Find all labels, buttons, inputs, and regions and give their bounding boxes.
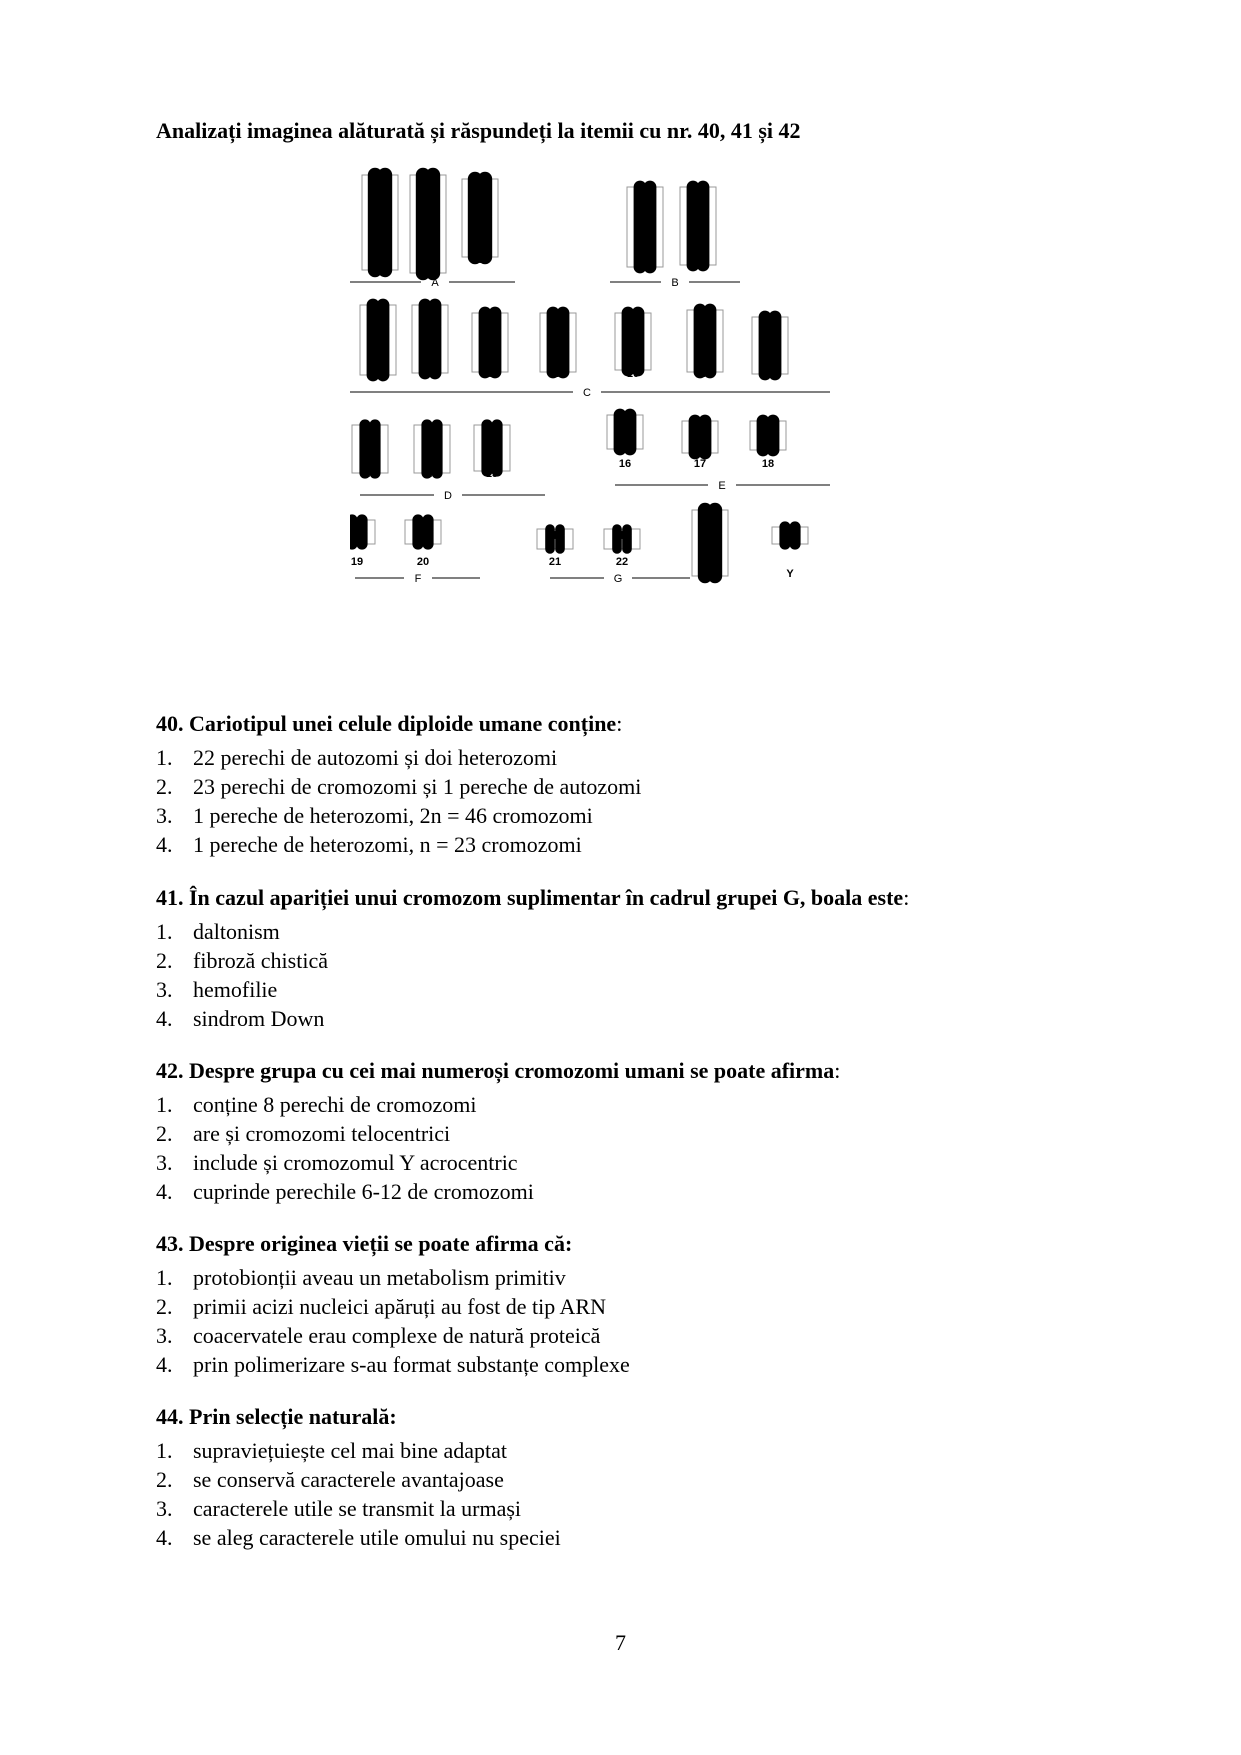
question-41: 41. În cazul apariției unui cromozom suplimentar în cadrul grupei G, boala este: 1. daltonism 2. fibroză chistică 3. hemofilie 4. sindrom Down xyxy=(156,884,1156,1033)
chromosome-18 xyxy=(750,421,786,470)
group-b-label xyxy=(610,277,740,289)
page-number: 7 xyxy=(615,1630,626,1655)
chromosome-12 xyxy=(752,317,788,380)
question-40: 40. Cariotipul unei celule diploide umane conține: 1. 22 perechi de autozomi și doi heterozomi 2. 23 perechi de cromozomi și 1 pereche de autozomi 3. 1 pereche de heterozomi, 2n = 46 cromozomi 4. 1 pereche de heterozomi, n = 23 cromozomi xyxy=(156,710,1156,859)
chromosome-14 xyxy=(414,425,450,480)
chromosome-label: 13 xyxy=(363,468,377,480)
chromosome-5 xyxy=(680,187,716,266)
chromosome-y xyxy=(772,527,808,580)
question-43 xyxy=(156,1230,1156,1379)
chromosome-label: 1 xyxy=(376,254,384,266)
chromosome-label: 22 xyxy=(615,556,629,568)
chromosome-9 xyxy=(540,313,576,380)
chromosome-x xyxy=(692,510,728,580)
chromosome-2 xyxy=(410,175,446,273)
chromosome-17 xyxy=(682,421,718,470)
group-a-label xyxy=(350,277,515,289)
question-title: 43. xyxy=(156,1231,184,1256)
chromosome-label: 7 xyxy=(426,368,434,380)
option: 4. cuprinde perechile 6-12 de cromozomi xyxy=(156,1179,534,1204)
option: 1. conține 8 perechi de cromozomi xyxy=(156,1092,477,1117)
chromosome-label: 14 xyxy=(425,468,439,480)
question-text: Despre originea vieții se poate afirma că: xyxy=(189,1231,573,1256)
group-g-label xyxy=(550,573,690,585)
question-text: Cariotipul unei celule diploide umane conține xyxy=(189,711,617,736)
chromosome-1 xyxy=(362,175,398,270)
chromosome-3 xyxy=(462,179,498,266)
chromosome-label: 15 xyxy=(485,468,499,480)
question-text: Despre grupa cu cei mai numeroși cromozomi umani se poate afirma xyxy=(189,1058,835,1083)
chromosome-label: 11 xyxy=(699,368,711,380)
question-title: 40. xyxy=(156,711,184,736)
group-letter: D xyxy=(444,490,452,502)
question-title: 44. xyxy=(156,1404,184,1429)
chromosome-label: 4 xyxy=(641,254,649,266)
option: 2. 23 perechi de cromozomi și 1 pereche de autozomi xyxy=(156,774,642,799)
option: 4. 1 pereche de heterozomi, n = 23 cromozomi xyxy=(156,832,582,857)
group-letter: B xyxy=(671,277,679,289)
group-letter: E xyxy=(718,480,726,492)
option: 3. include și cromozomul Y acrocentric xyxy=(156,1150,518,1175)
instruction-heading: Analizați imaginea alăturată și răspundeți la itemii cu nr. 40, 41 și 42 xyxy=(156,118,801,143)
group-letter: F xyxy=(414,573,422,585)
option: 4. prin polimerizare s-au format substanțe complexe xyxy=(156,1352,630,1377)
option: 1. 22 perechi de autozomi și doi heterozomi xyxy=(156,745,558,770)
chromosome-21 xyxy=(537,529,573,568)
chromosome-6 xyxy=(360,305,396,380)
option: 3. coacervatele erau complexe de natură proteică xyxy=(156,1323,601,1348)
question-title: 42. xyxy=(156,1058,184,1083)
option: 2. are și cromozomi telocentrici xyxy=(156,1121,451,1146)
chromosome-label: 16 xyxy=(618,458,632,470)
question-42: 42. Despre grupa cu cei mai numeroși cromozomi umani se poate afirma: 1. conține 8 perechi de cromozomi 2. are și cromozomi telocentrici 3. include și cromozomul Y acrocentric 4. cuprinde perechile 6-12 de cromozomi xyxy=(156,1057,1156,1206)
chromosome-11 xyxy=(687,310,723,380)
group-letter: A xyxy=(431,277,439,289)
group-f-label xyxy=(355,573,480,585)
option: 3. hemofilie xyxy=(156,977,278,1002)
question-text: În cazul apariției unui cromozom suplimentar în cadrul grupei G, boala este xyxy=(189,885,904,910)
option: 1. supraviețuiește cel mai bine adaptat xyxy=(156,1438,507,1463)
chromosome-19 xyxy=(350,520,375,568)
chromosome-15 xyxy=(474,425,510,480)
chromosome-label: 17 xyxy=(693,458,707,470)
chromosome-label: 6 xyxy=(374,368,382,380)
chromosome-label: X xyxy=(706,568,714,580)
chromosome-label: 3 xyxy=(476,254,484,266)
option: 1. daltonism xyxy=(156,919,280,944)
chromosome-22 xyxy=(604,529,640,568)
chromosome-label: 20 xyxy=(416,556,430,568)
chromosome-label: 10 xyxy=(626,368,640,380)
karyotype-figure xyxy=(350,165,910,665)
chromosome-label: 19 xyxy=(350,556,364,568)
option: 2. se conservă caracterele avantajoase xyxy=(156,1467,504,1492)
option: 2. fibroză chistică xyxy=(156,948,328,973)
question-44 xyxy=(156,1403,1156,1552)
chromosome-label: Y xyxy=(786,568,794,580)
chromosome-16 xyxy=(607,415,643,470)
chromosome-label: 5 xyxy=(694,254,702,266)
option: 3. 1 pereche de heterozomi, 2n = 46 cromozomi xyxy=(156,803,593,828)
question-title: 41. xyxy=(156,885,184,910)
group-e-label xyxy=(615,480,830,492)
option: 2. primii acizi nucleici apăruți au fost de tip ARN xyxy=(156,1294,606,1319)
chromosome-8 xyxy=(472,313,508,380)
chromosome-label: 9 xyxy=(554,368,562,380)
group-letter: C xyxy=(583,387,591,399)
chromosome-10 xyxy=(615,313,651,380)
question-text: Prin selecție naturală: xyxy=(189,1404,397,1429)
option: 4. se aleg caracterele utile omului nu speciei xyxy=(156,1525,561,1550)
option: 3. caracterele utile se transmit la urmași xyxy=(156,1496,522,1521)
chromosome-20 xyxy=(405,520,441,568)
chromosome-label: 18 xyxy=(761,458,775,470)
option: 4. sindrom Down xyxy=(156,1006,325,1031)
chromosome-label: 12 xyxy=(763,368,777,380)
group-c-label xyxy=(350,387,830,399)
group-letter: G xyxy=(613,573,623,585)
chromosome-label: 2 xyxy=(424,254,432,266)
chromosome-label: 21 xyxy=(548,556,562,568)
chromosome-7 xyxy=(412,305,448,380)
group-d-label xyxy=(360,490,545,502)
chromosome-13 xyxy=(352,425,388,480)
option: 1. protobionții aveau un metabolism primitiv xyxy=(156,1265,566,1290)
chromosome-4 xyxy=(627,187,663,267)
chromosome-label: 8 xyxy=(486,368,494,380)
